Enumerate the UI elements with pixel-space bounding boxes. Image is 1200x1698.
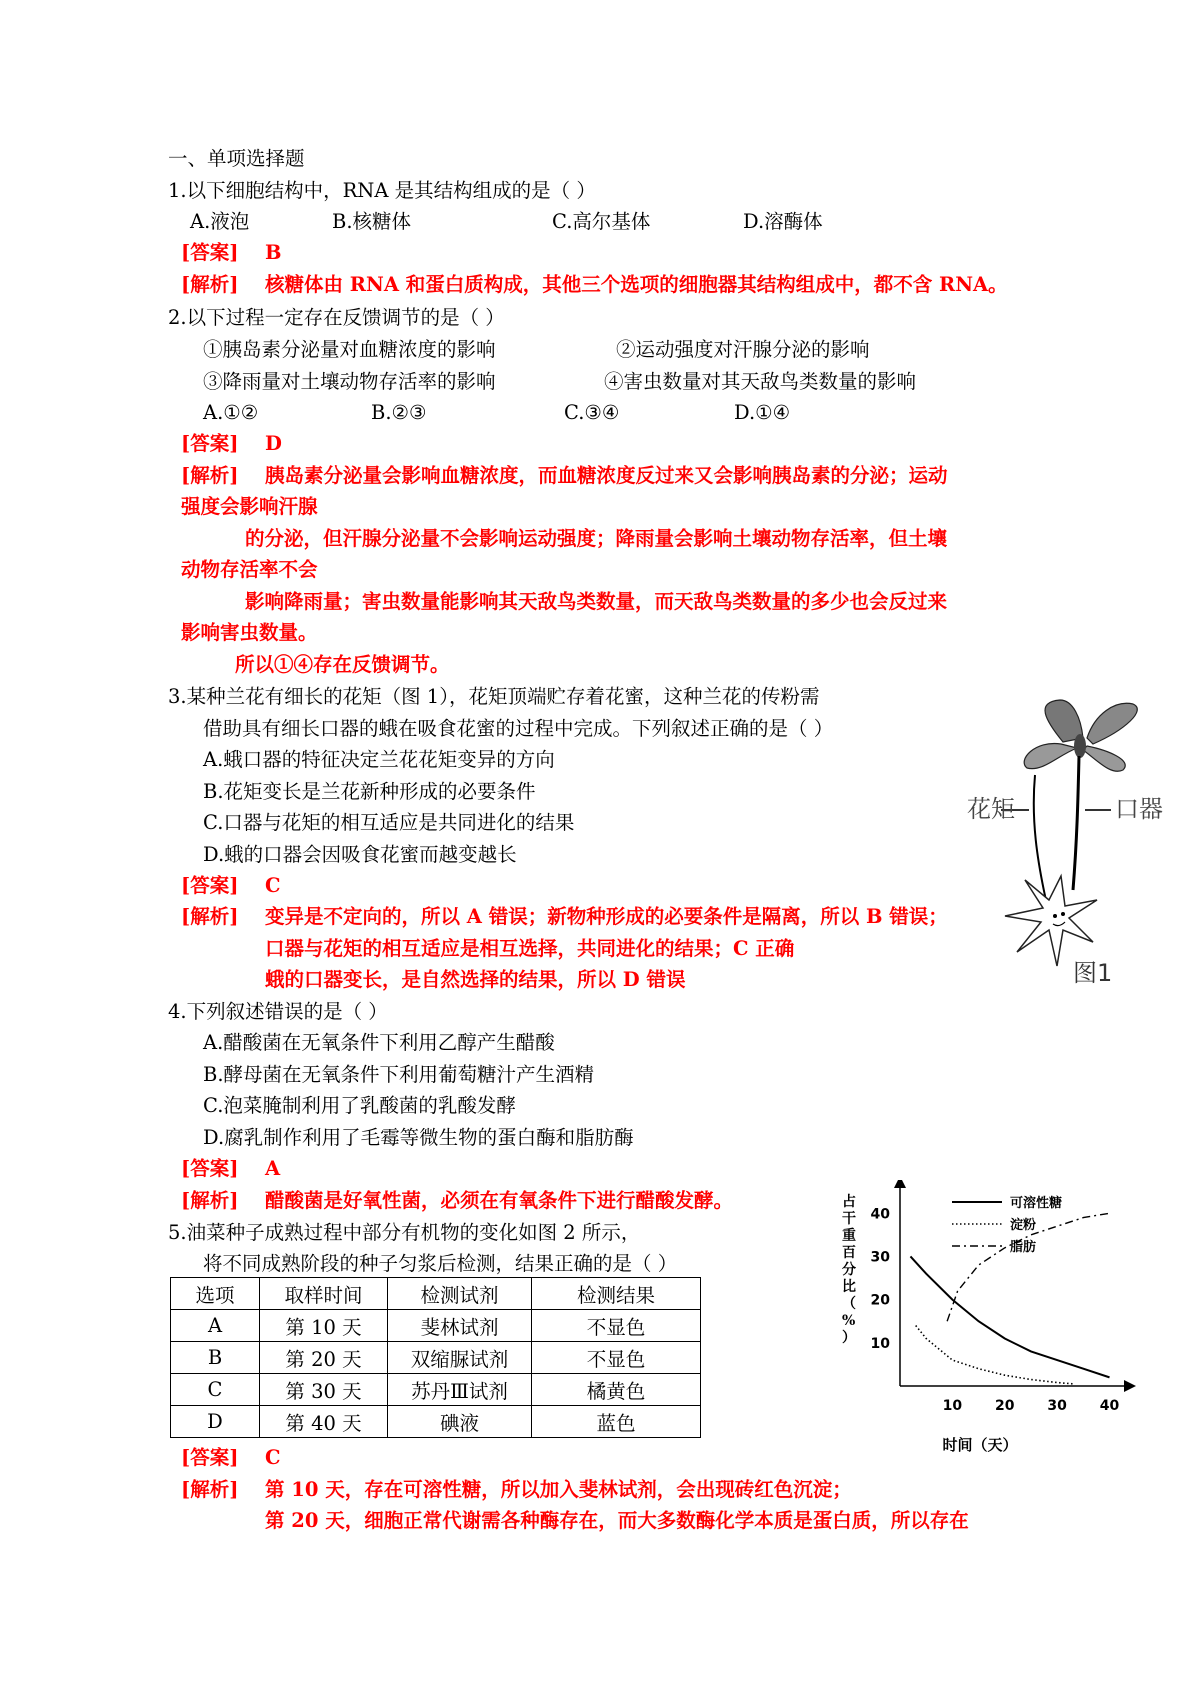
x-tick-label: 40 bbox=[1099, 1398, 1120, 1414]
q3-analysis-line: 蛾的口器变长，是自然选择的结果，所以 D 错误 bbox=[265, 968, 686, 991]
table-cell: A bbox=[171, 1310, 260, 1342]
q3-option-d: D.蛾的口器会因吸食花蜜而越变越长 bbox=[203, 843, 517, 866]
q1-option-d: D.溶酶体 bbox=[743, 210, 823, 233]
q2-answer: D bbox=[265, 432, 282, 455]
y-label-char: 重 bbox=[842, 1228, 856, 1244]
table-cell: C bbox=[171, 1374, 260, 1406]
q3-option-c: C.口器与花矩的相互适应是共同进化的结果 bbox=[203, 811, 575, 834]
table-row bbox=[171, 1310, 701, 1342]
x-tick-label: 10 bbox=[942, 1398, 963, 1414]
q3-analysis-label: [解析] bbox=[181, 905, 239, 928]
table-row bbox=[171, 1374, 701, 1406]
q1-option-b: B.核糖体 bbox=[332, 210, 412, 233]
y-label-char: ） bbox=[842, 1330, 856, 1346]
q4-answer: A bbox=[265, 1157, 281, 1180]
organic-matter-chart bbox=[820, 1180, 1180, 1470]
table-cell: 不显色 bbox=[532, 1342, 701, 1374]
y-label-char: 占 bbox=[842, 1194, 856, 1210]
chart-x-axis-label: 时间（天） bbox=[942, 1436, 1018, 1454]
q5-stem: 将不同成熟阶段的种子匀浆后检测，结果正确的是（ ） bbox=[203, 1252, 678, 1275]
table-cell: 蓝色 bbox=[532, 1406, 701, 1438]
y-label-char: 分 bbox=[842, 1262, 856, 1278]
q2-option-d: D.①④ bbox=[734, 401, 791, 424]
series-line-0 bbox=[910, 1256, 1109, 1377]
table-header: 检测试剂 bbox=[388, 1278, 532, 1310]
y-label-char: 比 bbox=[842, 1279, 856, 1295]
section-title: 一、单项选择题 bbox=[168, 147, 305, 170]
q2-analysis-label: [解析] bbox=[181, 464, 239, 487]
q5-analysis-label: [解析] bbox=[181, 1478, 239, 1501]
q5-analysis-line: 第 10 天，存在可溶性糖，所以加入斐林试剂，会出现砖红色沉淀； bbox=[265, 1478, 852, 1501]
q3-analysis-line: 口器与花矩的相互适应是相互选择，共同进化的结果；C 正确 bbox=[265, 937, 795, 960]
q2-item-4: ④害虫数量对其天敌鸟类数量的影响 bbox=[604, 370, 917, 393]
table-cell: 碘液 bbox=[388, 1406, 532, 1438]
figure-label-spur: 花矩 bbox=[967, 795, 1015, 823]
y-label-char: 百 bbox=[842, 1245, 856, 1261]
table-header: 检测结果 bbox=[532, 1278, 701, 1310]
table-cell: 双缩脲试剂 bbox=[388, 1342, 532, 1374]
q1-analysis-label: [解析] bbox=[181, 273, 239, 296]
q5-answer-label: [答案] bbox=[181, 1446, 239, 1469]
table-cell: 橘黄色 bbox=[532, 1374, 701, 1406]
orchid-moth-illustration bbox=[965, 690, 1195, 1000]
x-tick-label: 30 bbox=[1047, 1398, 1067, 1414]
q4-option-d: D.腐乳制作利用了毛霉等微生物的蛋白酶和脂肪酶 bbox=[203, 1126, 634, 1149]
q1-analysis-line: 核糖体由 RNA 和蛋白质构成，其他三个选项的细胞器其结构组成中，都不含 RNA。 bbox=[265, 273, 1008, 296]
chart-legend bbox=[952, 1195, 1062, 1255]
q3-stem: 借助具有细长口器的蛾在吸食花蜜的过程中完成。下列叙述正确的是（ ） bbox=[203, 717, 834, 740]
table-cell: B bbox=[171, 1342, 260, 1374]
q1-stem: 1.以下细胞结构中，RNA 是其结构组成的是（ ） bbox=[168, 179, 596, 202]
q2-analysis-line: 的分泌，但汗腺分泌量不会影响运动强度；降雨量会影响土壤动物存活率，但土壤 bbox=[245, 527, 948, 550]
q4-analysis-label: [解析] bbox=[181, 1189, 239, 1212]
q2-option-b: B.②③ bbox=[371, 401, 427, 424]
table-header: 取样时间 bbox=[260, 1278, 388, 1310]
chart-y-axis-label bbox=[842, 1193, 856, 1346]
q4-option-a: A.醋酸菌在无氧条件下利用乙醇产生醋酸 bbox=[203, 1031, 555, 1054]
x-tick-label: 20 bbox=[995, 1398, 1015, 1414]
y-tick-label: 20 bbox=[870, 1292, 890, 1309]
y-label-char: % bbox=[842, 1313, 856, 1329]
q4-answer-label: [答案] bbox=[181, 1157, 239, 1180]
table-cell: 第 20 天 bbox=[260, 1342, 388, 1374]
table-row bbox=[171, 1406, 701, 1438]
q3-analysis-line: 变异是不定向的，所以 A 错误；新物种形成的必要条件是隔离，所以 B 错误； bbox=[265, 905, 948, 928]
q2-option-c: C.③④ bbox=[564, 401, 620, 424]
y-label-char: （ bbox=[842, 1296, 856, 1312]
q3-answer: C bbox=[265, 874, 281, 897]
q5-stem: 5.油菜种子成熟过程中部分有机物的变化如图 2 所示， bbox=[168, 1221, 641, 1244]
q2-analysis-line: 影响害虫数量。 bbox=[181, 621, 318, 644]
q4-analysis-line: 醋酸菌是好氧性菌，必须在有氧条件下进行醋酸发酵。 bbox=[265, 1189, 734, 1212]
chart-series bbox=[910, 1213, 1109, 1384]
table-cell: D bbox=[171, 1406, 260, 1438]
q2-analysis-line: 胰岛素分泌量会影响血糖浓度，而血糖浓度反过来又会影响胰岛素的分泌；运动 bbox=[265, 464, 948, 487]
table-cell: 第 30 天 bbox=[260, 1374, 388, 1406]
orchid-moth-figure bbox=[965, 690, 1195, 1000]
q3-option-a: A.蛾口器的特征决定兰花花矩变异的方向 bbox=[203, 748, 555, 771]
q2-item-1: ①胰岛素分泌量对血糖浓度的影响 bbox=[203, 338, 496, 361]
y-tick-label: 40 bbox=[870, 1206, 890, 1223]
table-cell: 第 10 天 bbox=[260, 1310, 388, 1342]
q2-option-a: A.①② bbox=[203, 401, 259, 424]
figure-label-mouthparts: 口器 bbox=[1115, 795, 1163, 823]
table-cell: 苏丹Ⅲ试剂 bbox=[388, 1374, 532, 1406]
table-cell: 不显色 bbox=[532, 1310, 701, 1342]
table-row bbox=[171, 1342, 701, 1374]
q2-item-3: ③降雨量对土壤动物存活率的影响 bbox=[203, 370, 496, 393]
q4-option-b: B.酵母菌在无氧条件下利用葡萄糖汁产生酒精 bbox=[203, 1063, 595, 1086]
q3-option-b: B.花矩变长是兰花新种形成的必要条件 bbox=[203, 780, 536, 803]
q2-analysis-line: 影响降雨量；害虫数量能影响其天敌鸟类数量，而天敌鸟类数量的多少也会反过来 bbox=[245, 590, 948, 613]
legend-label: 脂肪 bbox=[1010, 1240, 1037, 1255]
q3-answer-label: [答案] bbox=[181, 874, 239, 897]
table-header-row bbox=[171, 1278, 701, 1310]
y-label-char: 干 bbox=[842, 1211, 856, 1227]
y-tick-label: 10 bbox=[870, 1335, 890, 1352]
q2-analysis-line: 强度会影响汗腺 bbox=[181, 495, 318, 518]
table-cell: 第 40 天 bbox=[260, 1406, 388, 1438]
table-header: 选项 bbox=[171, 1278, 260, 1310]
legend-label: 淀粉 bbox=[1010, 1218, 1037, 1233]
y-tick-label: 30 bbox=[870, 1249, 890, 1266]
q5-table bbox=[170, 1277, 701, 1438]
q1-answer-label: [答案] bbox=[181, 241, 239, 264]
q4-stem: 4.下列叙述错误的是（ ） bbox=[168, 1000, 388, 1023]
q1-answer: B bbox=[265, 241, 282, 264]
q2-item-2: ②运动强度对汗腺分泌的影响 bbox=[616, 338, 870, 361]
legend-label: 可溶性糖 bbox=[1010, 1196, 1063, 1211]
q5-answer: C bbox=[265, 1446, 281, 1469]
table-cell: 斐林试剂 bbox=[388, 1310, 532, 1342]
q2-analysis-line: 所以①④存在反馈调节。 bbox=[235, 653, 450, 676]
q2-stem: 2.以下过程一定存在反馈调节的是（ ） bbox=[168, 306, 505, 329]
q3-stem: 3.某种兰花有细长的花矩（图 1），花矩顶端贮存着花蜜，这种兰花的传粉需 bbox=[168, 685, 820, 708]
q1-option-c: C.高尔基体 bbox=[552, 210, 651, 233]
figure-1-caption: 图1 bbox=[1073, 959, 1113, 987]
q2-analysis-line: 动物存活率不会 bbox=[181, 558, 318, 581]
q4-option-c: C.泡菜腌制利用了乳酸菌的乳酸发酵 bbox=[203, 1094, 516, 1117]
q5-analysis-line: 第 20 天，细胞正常代谢需各种酶存在，而大多数酶化学本质是蛋白质，所以存在 bbox=[265, 1509, 969, 1532]
series-line-1 bbox=[916, 1326, 1073, 1384]
q2-answer-label: [答案] bbox=[181, 432, 239, 455]
q1-option-a: A.液泡 bbox=[190, 210, 250, 233]
